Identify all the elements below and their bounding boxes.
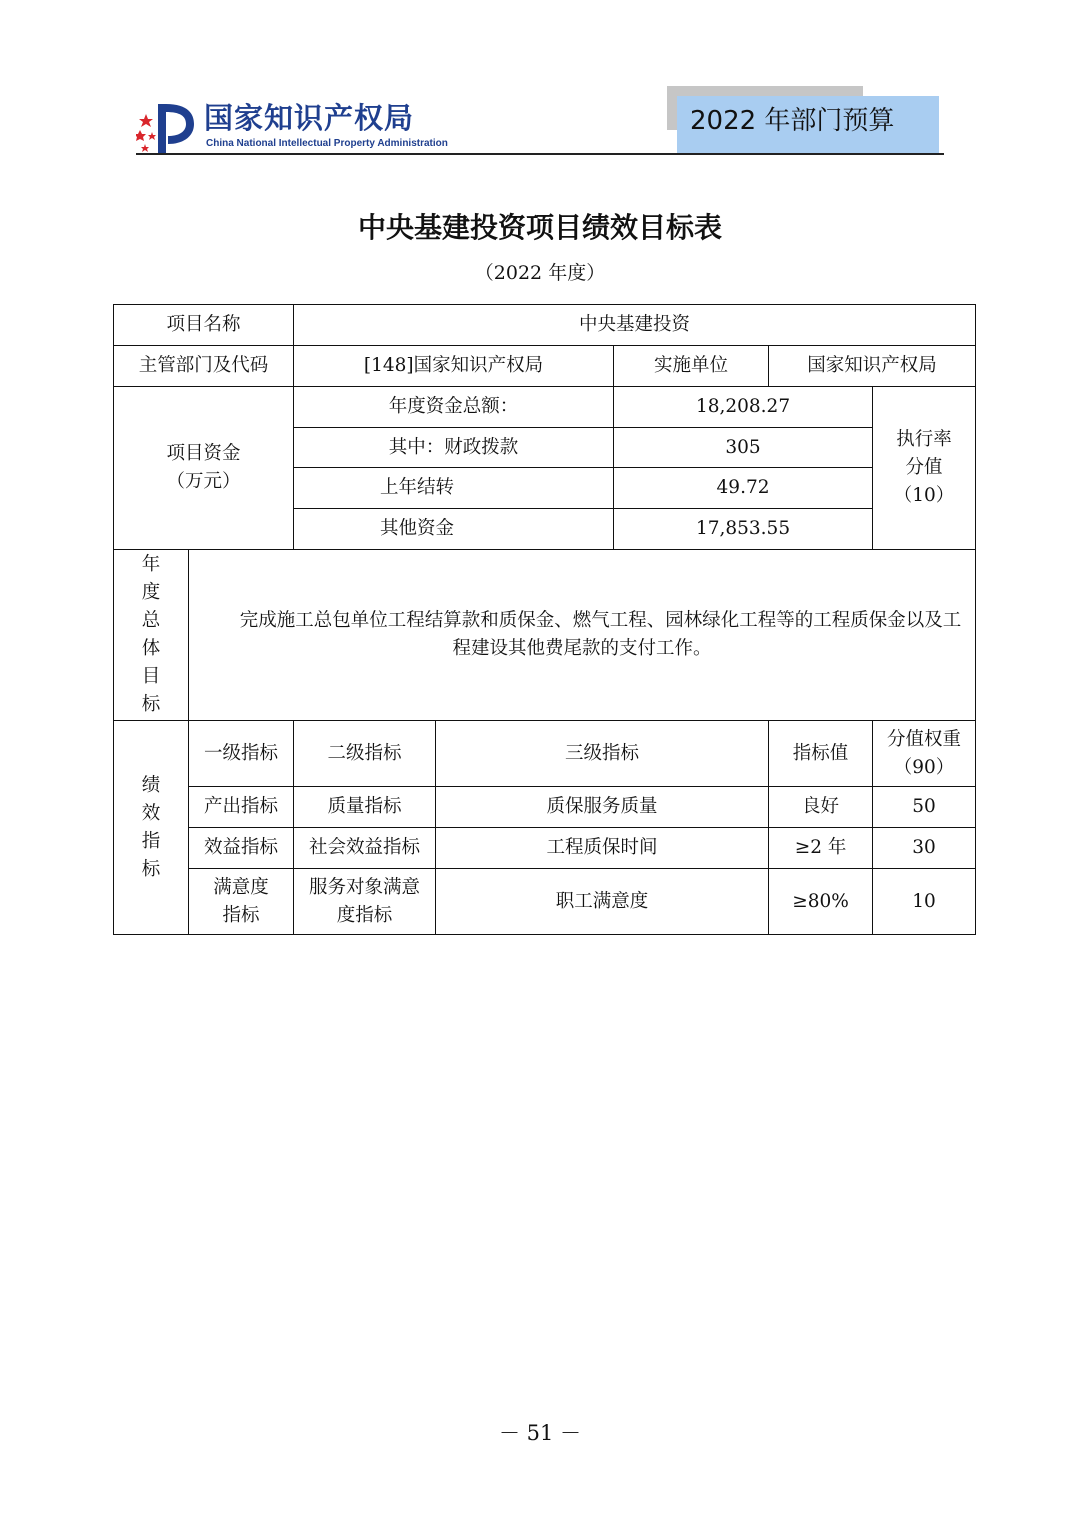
indicator-value: ≥2 年 xyxy=(769,828,873,869)
header-level3: 三级指标 xyxy=(436,721,769,787)
indicator-level1 xyxy=(189,869,294,935)
indicator-level1: 产出指标 xyxy=(189,787,294,828)
header-weight-line1: 分值权重 xyxy=(887,728,962,750)
perf-label-char: 标 xyxy=(141,858,161,880)
indicator-level2-line2: 度指标 xyxy=(336,904,393,926)
performance-indicator-label xyxy=(114,721,189,935)
header-weight xyxy=(873,721,976,787)
goal-label-char: 体 xyxy=(141,638,161,659)
page-number: － 51 － xyxy=(498,1421,582,1445)
goal-label-char: 度 xyxy=(141,582,161,603)
funds-label xyxy=(114,387,294,550)
funds-label-line1: 项目资金 xyxy=(166,443,241,464)
header-level2: 二级指标 xyxy=(294,721,436,787)
page-title: 中央基建投资项目绩效目标表 xyxy=(357,211,722,244)
goal-label-char: 总 xyxy=(141,610,161,631)
total-funds-value: 18,208.27 xyxy=(614,387,873,428)
goal-label-char: 目 xyxy=(141,666,161,687)
indicator-level2: 社会效益指标 xyxy=(294,828,436,869)
indicator-weight: 10 xyxy=(873,869,976,935)
table-row xyxy=(114,787,976,828)
indicator-level3: 质保服务质量 xyxy=(436,787,769,828)
project-name-label: 项目名称 xyxy=(114,305,294,346)
indicator-value: 良好 xyxy=(769,787,873,828)
row-department xyxy=(114,346,976,387)
indicator-weight: 50 xyxy=(873,787,976,828)
indicator-level1: 效益指标 xyxy=(189,828,294,869)
perf-label-char: 绩 xyxy=(141,774,161,796)
row-indicator-headers xyxy=(114,721,976,787)
cnipa-logo-icon xyxy=(136,100,196,154)
budget-year-badge: 2022 年部门预算 xyxy=(677,96,939,153)
other-funds-label: 其他资金 xyxy=(294,509,614,550)
header-divider xyxy=(136,153,944,155)
table-row xyxy=(114,869,976,935)
logo-chinese-name: 国家知识产权局 xyxy=(204,101,415,135)
indicator-weight: 30 xyxy=(873,828,976,869)
indicator-level2-line1: 服务对象满意 xyxy=(309,876,421,898)
exec-rate-line1: 执行率 xyxy=(896,429,952,450)
indicator-level2 xyxy=(294,869,436,935)
impl-label: 实施单位 xyxy=(614,346,769,387)
header-value: 指标值 xyxy=(769,721,873,787)
annual-goal-text: 完成施工总包单位工程结算款和质保金、燃气工程、园林绿化工程等的工程质保金以及工程建设其他费尾款的支付工作。 xyxy=(189,550,976,721)
header-level1: 一级指标 xyxy=(189,721,294,787)
header-weight-line2: （90） xyxy=(893,756,955,778)
dept-label: 主管部门及代码 xyxy=(114,346,294,387)
perf-label-char: 效 xyxy=(141,802,161,824)
logo-english-name: China National Intellectual Property Administration xyxy=(206,138,448,149)
row-annual-goal xyxy=(114,550,976,721)
goal-label-char: 标 xyxy=(141,694,161,715)
indicator-level1-line2: 指标 xyxy=(222,904,260,926)
fiscal-funds-label: 其中：财政拨款 xyxy=(294,428,614,468)
row-project-name xyxy=(114,305,976,346)
other-funds-value: 17,853.55 xyxy=(614,509,873,550)
annual-goal-label xyxy=(114,550,189,721)
exec-rate-line2: 分值（10） xyxy=(893,457,955,506)
dept-value: [148]国家知识产权局 xyxy=(294,346,614,387)
indicator-value: ≥80% xyxy=(769,869,873,935)
exec-rate-label xyxy=(873,387,976,550)
fiscal-funds-value: 305 xyxy=(614,428,873,468)
indicator-level3: 职工满意度 xyxy=(436,869,769,935)
indicator-level2: 质量指标 xyxy=(294,787,436,828)
indicator-level1-line1: 满意度 xyxy=(213,876,269,898)
goal-label-char: 年 xyxy=(141,554,161,575)
indicator-level3: 工程质保时间 xyxy=(436,828,769,869)
carryover-value: 49.72 xyxy=(614,468,873,509)
project-name-value: 中央基建投资 xyxy=(294,305,976,346)
carryover-label: 上年结转 xyxy=(294,468,614,509)
total-funds-label: 年度资金总额： xyxy=(294,387,614,428)
page-header xyxy=(0,0,1080,170)
performance-goal-table xyxy=(113,304,976,935)
row-total-funds xyxy=(114,387,976,428)
impl-value: 国家知识产权局 xyxy=(769,346,976,387)
perf-label-char: 指 xyxy=(141,830,161,852)
table-row xyxy=(114,828,976,869)
funds-label-line2: （万元） xyxy=(166,471,241,492)
page-subtitle: （2022 年度） xyxy=(474,262,606,284)
